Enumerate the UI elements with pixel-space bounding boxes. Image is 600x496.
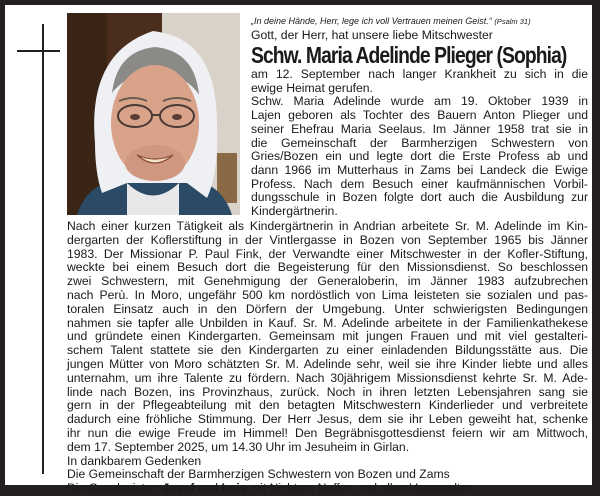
siblings-suffix: mit Nichten, Neffen und allen Verwandten [246,481,474,496]
portrait-photo [67,13,240,215]
text-line: Lajen geboren als Tochter des Bauern Anton Plieger und [251,108,588,123]
text-line: Schw. Maria Adelinde wurde am 19. Oktober 1939 in [251,94,588,109]
closing-siblings [67,482,588,496]
text-line: zwei Schwestern, mit Genehmigung der Generaloberin, im Jänner 1983 aufzubrechen [67,274,588,289]
quote-source: (Psalm 31) [494,17,531,26]
text-line: weckte bei einem Besuch dort die Begeisterung für den Missionsdienst. So beschlossen [67,260,588,275]
sibling-name: Luis [221,481,247,496]
deceased-name: Schw. Maria Adelinde Plieger (Sophia) [251,42,567,68]
sibling-name: Josef [162,481,195,496]
text-line: dadurch eine fröhliche Stimmung. Der Herr Jesus, dem sie ihr Leben geweiht hat, schenke [67,412,588,427]
text-line: die Gemeinschaft der Barmherzigen Schwestern von [251,135,588,150]
text-line: nach Perù. In Moro, ungefähr 500 km nordöstlich von Lima leisteten sie sozialen und pas- [67,287,588,302]
text-line: Gries/Bozen ein und legte dort die Erste Profess ab und [251,149,588,164]
text-line: jungen Mütter von Moro schätzten Sr. M. Adelinde sehr, weil sie ihre Kinder liebte und alles [67,356,588,371]
biography-paragraph [67,220,588,455]
text-line: linde nach Bozen, ins Provinzhaus, zurück. Noch in ihren letzten Lebensjahren sang sie [67,384,588,399]
cross-horizontal-bar [17,50,60,52]
biography-upper [251,68,588,219]
text-line: dem 17. September 2025, um 14.30 Uhr im Jesuheim in Girlan. [67,439,410,454]
text-line: dungsschule in Bozen folgte dort auch die Ausbildung zur [251,190,588,205]
text-line: ewige Heimat gerufen. [251,80,373,95]
obituary-card [5,5,592,496]
text-line: Kindergärtnerin. [251,204,338,219]
text-line: schem Talent stattete sie den Kindergarten zu einer einladenden Bildungsstätte aus. Die [67,343,588,358]
text-line: gern in der Pflegeabteilung mit den betagten Mitschwestern Kinderlieder und verbreitete [67,398,588,413]
text-line: dann 1966 im Mutterhaus in Zams bei Landeck die Ewige [251,162,588,177]
text-line: am 12. September nach langer Krankheit zu sich in die [251,67,588,81]
closing-community: Die Gemeinschaft der Barmherzigen Schwestern von Bozen und Zams [67,467,450,482]
quote-text: „In deine Hände, Herr, lege ich voll Vertrauen meinen Geist.“ [251,16,492,26]
siblings-conjunction: und [194,481,222,496]
header-column [251,15,588,219]
siblings-prefix: Die Geschwister: [67,481,163,496]
text-line: nahmen sie tapfer alle Unbilden in Kauf. Sr. M. Adelinde arbeitete in der Familienkathekese [67,315,588,330]
text-line: unternahm, um ihre Talente zu fördern. Nach 30jährigem Missionsdienst kehrte Sr. M. Ade- [67,370,588,385]
text-line: dergarten der Koflerstiftung in der Vintlergasse in Bozen von September 1965 bis Jänner [67,232,588,247]
text-line: toralen Einsatz auch in den Dörfern der Umgebung. Unter schwierigsten Bedingungen [67,301,588,316]
text-line: und gründete einen Kindergarten. Gemeinsam mit jungen Frauen und mit viel gestalteri- [67,329,588,344]
psalm-quote [251,15,588,28]
closing-gratitude: In dankbarem Gedenken [67,453,202,468]
text-line: seiner Ehefrau Maria Seelaus. Im Jänner 1958 trat sie in [251,121,588,136]
text-line: Profess. Nach dem Besuch einer kaufmännischen Vorbil- [251,176,588,191]
biography-lower [67,220,588,496]
text-line: ihr nun die ewige Freude im Himmel! Den Begräbnisgottesdienst feiern wir am Mittwoch, [67,425,588,440]
intro-line: Gott, der Herr, hat unsere liebe Mitschwester [251,28,493,42]
text-line: Nach einer kurzen Tätigkeit als Kindergärtnerin in Andrian arbeitete Sr. M. Adelinde im Kin- [67,219,588,233]
cross-vertical-bar [42,24,44,474]
text-line: 1983. Der Missionar P. Paul Fink, der Verwandte einer Mitschwester in der Kofler-Stiftung, [67,246,588,261]
